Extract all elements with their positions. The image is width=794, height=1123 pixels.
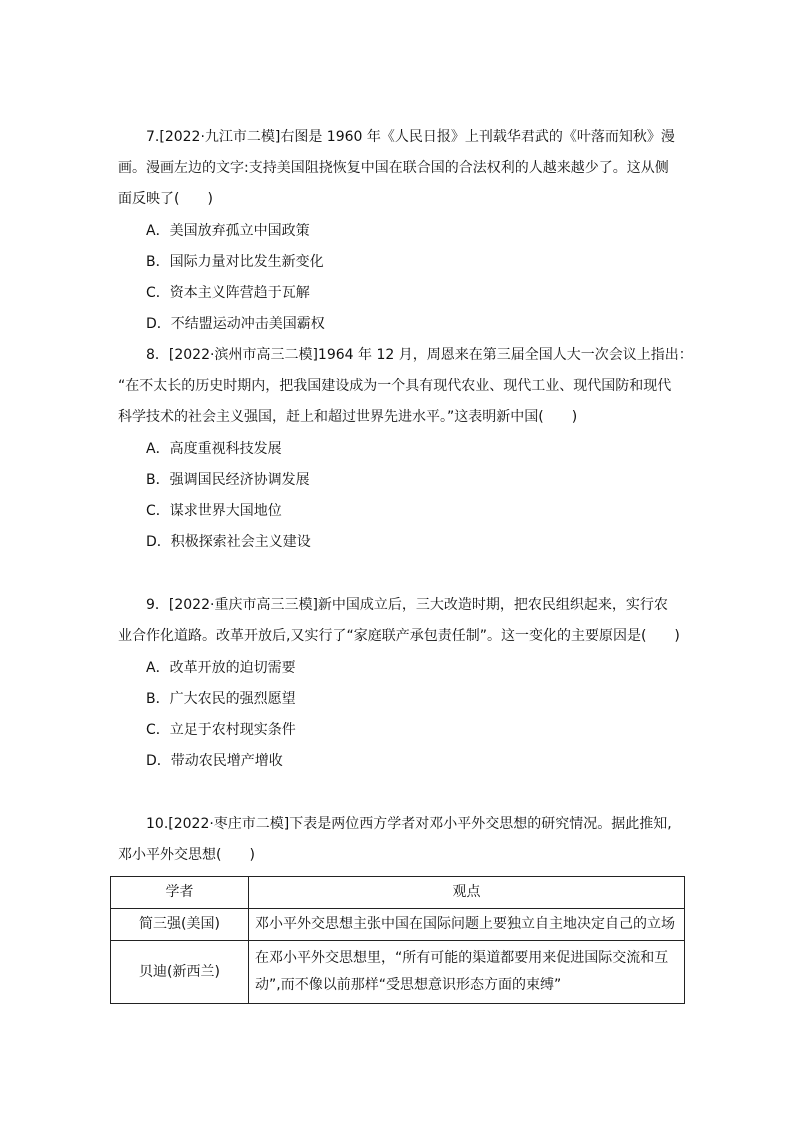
table-cell-view bbox=[249, 941, 685, 1004]
q7-stem-line-3: 面反映了( ) bbox=[118, 191, 213, 207]
table-row bbox=[111, 941, 685, 1004]
table-cell-view-line: 动”,而不像以前那样“受思想意识形态方面的束缚” bbox=[255, 977, 562, 993]
table-cell-scholar: 简三强(美国) bbox=[111, 909, 249, 941]
q8-option-c: C．谋求世界大国地位 bbox=[146, 503, 282, 519]
q8-option-d: D．积极探索社会主义建设 bbox=[146, 534, 311, 550]
q7-stem-line-2: 画。漫画左边的文字:支持美国阻挠恢复中国在联合国的合法权利的人越来越少了。这从侧 bbox=[118, 160, 669, 176]
scholar-view-table bbox=[110, 876, 685, 1004]
q7-option-a: A．美国放弃孤立中国政策 bbox=[146, 223, 310, 239]
table-row bbox=[111, 909, 685, 941]
table-cell-view-line: 在邓小平外交思想里，“所有可能的渠道都要用来促进国际交流和互 bbox=[255, 950, 669, 966]
q9-option-d: D．带动农民增产增收 bbox=[146, 753, 283, 769]
table-header-scholar: 学者 bbox=[111, 877, 249, 909]
q9-option-b: B．广大农民的强烈愿望 bbox=[146, 691, 296, 707]
table-cell-view bbox=[249, 909, 685, 941]
q10-stem-line-2: 邓小平外交思想( ) bbox=[118, 847, 255, 863]
q8-option-b: B．强调国民经济协调发展 bbox=[146, 472, 310, 488]
q8-stem-line-1: 8．[2022·滨州市高三二模]1964 年 12 月，周恩来在第三届全国人大一次会议上指出： bbox=[146, 347, 693, 363]
q9-option-c: C．立足于农村现实条件 bbox=[146, 722, 296, 738]
q7-stem-line-1: 7.[2022·九江市二模]右图是 1960 年《人民日报》上刊载华君武的《叶落而知秋》漫 bbox=[146, 129, 675, 145]
q9-stem-line-1: 9．[2022·重庆市高三三模]新中国成立后，三大改造时期，把农民组织起来，实行农 bbox=[146, 597, 668, 613]
q10-stem-line-1: 10.[2022·枣庄市二模]下表是两位西方学者对邓小平外交思想的研究情况。据此推知, bbox=[146, 816, 672, 832]
q8-stem-line-2: “在不太长的历史时期内，把我国建设成为一个具有现代农业、现代工业、现代国防和现代 bbox=[118, 378, 672, 394]
q9-option-a: A．改革开放的迫切需要 bbox=[146, 660, 296, 676]
q7-option-c: C．资本主义阵营趋于瓦解 bbox=[146, 285, 310, 301]
q8-stem-line-3: 科学技术的社会主义强国，赶上和超过世界先进水平。”这表明新中国( ) bbox=[118, 409, 578, 425]
table-header-view: 观点 bbox=[249, 877, 685, 909]
q7-option-b: B．国际力量对比发生新变化 bbox=[146, 254, 324, 270]
table-header-row bbox=[111, 877, 685, 909]
table-cell-view-line: 邓小平外交思想主张中国在国际问题上要独立自主地决定自己的立场 bbox=[255, 916, 675, 932]
q8-option-a: A．高度重视科技发展 bbox=[146, 441, 282, 457]
table-cell-scholar: 贝迪(新西兰) bbox=[111, 941, 249, 1004]
q9-stem-line-2: 业合作化道路。改革开放后,又实行了“家庭联产承包责任制”。这一变化的主要原因是( ) bbox=[118, 628, 680, 644]
q7-option-d: D．不结盟运动冲击美国霸权 bbox=[146, 316, 325, 332]
